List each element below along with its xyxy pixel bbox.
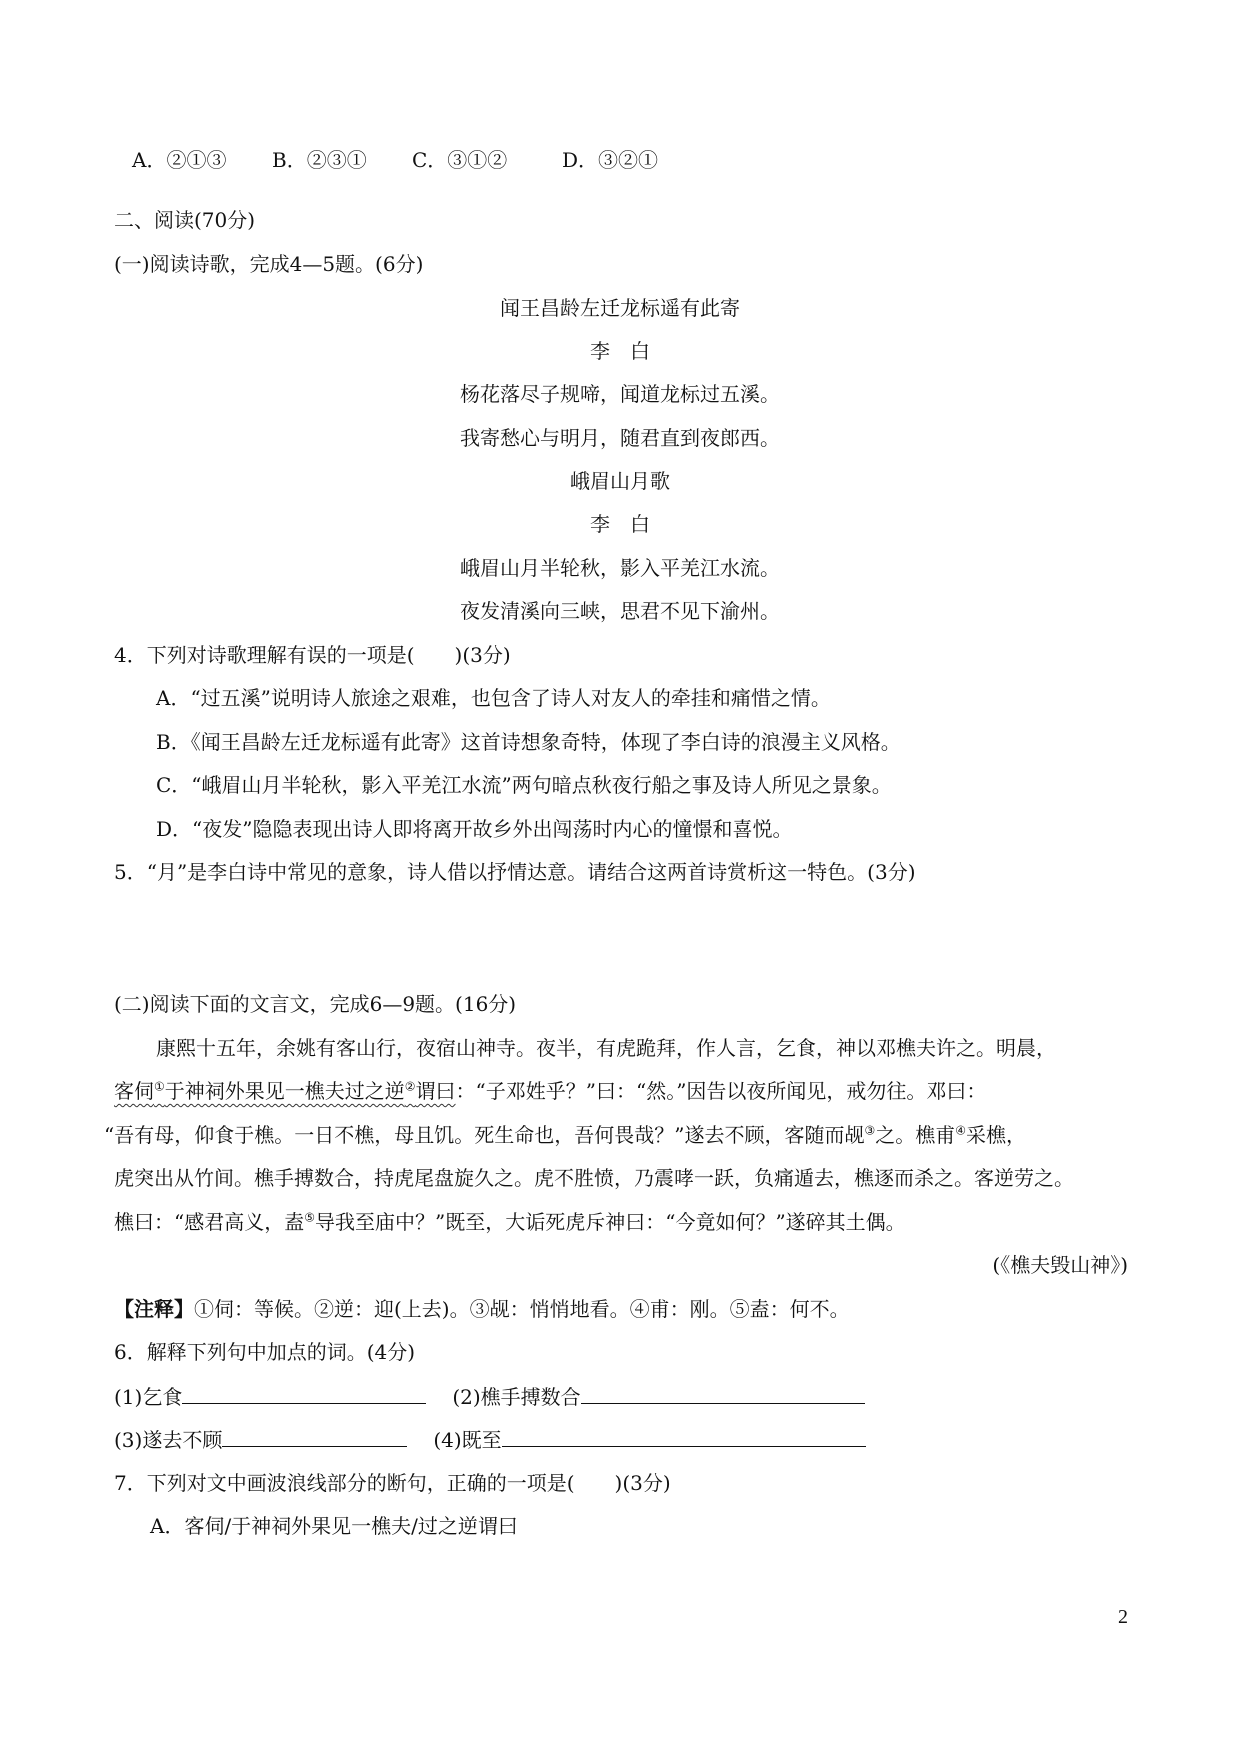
passage-line-3-b: 之。樵甫 <box>875 1123 956 1147</box>
q3-option-a: A．②①③ <box>132 148 227 172</box>
passage-line-1: 康熙十五年，余姚有客山行，夜宿山神寺。夜半，有虎跪拜，作人言，乞食，神以邓樵夫许之。明晨， <box>156 1036 1056 1060</box>
q4-option-b: B．《闻王昌龄左迁龙标遥有此寄》这首诗想象奇特，体现了李白诗的浪漫主义风格。 <box>156 730 901 754</box>
section2-heading: 二、阅读(70分) <box>114 208 256 232</box>
part1-heading: (一)阅读诗歌，完成4—5题。(6分) <box>114 252 424 276</box>
passage-line-2 <box>114 1076 986 1106</box>
q3-option-b: B．②③① <box>272 148 367 172</box>
passage-line-5 <box>114 1207 906 1237</box>
q6-row-1 <box>114 1381 865 1412</box>
q6-answer-3-blank[interactable] <box>222 1424 407 1447</box>
q6-item-4: (4)既至 <box>433 1428 502 1452</box>
notes <box>114 1294 850 1324</box>
poem2-author: 李 白 <box>590 512 650 536</box>
passage-line-3-c: 采樵， <box>965 1123 1026 1147</box>
q6-answer-4-blank[interactable] <box>502 1424 866 1447</box>
q7-option-a: A．客伺/于神祠外果见一樵夫/过之逆谓曰 <box>150 1514 518 1538</box>
q6-answer-1-blank[interactable] <box>182 1381 426 1404</box>
passage-line-5-a: 樵曰：“感君高义，盍 <box>114 1210 305 1234</box>
poem2-line2: 夜发清溪向三峡，思君不见下渝州。 <box>460 599 780 623</box>
poem2-line1: 峨眉山月半轮秋，影入平羌江水流。 <box>460 556 780 580</box>
q6-item-2: (2)樵手搏数合 <box>452 1385 581 1409</box>
notes-text: ①伺：等候。②逆：迎(上去)。③觇：悄悄地看。④甫：刚。⑤盍：何不。 <box>194 1297 850 1321</box>
poem1-title: 闻王昌龄左迁龙标遥有此寄 <box>500 296 740 320</box>
q3-options <box>132 145 658 175</box>
passage-line-4: 虎突出从竹间。樵手搏数合，持虎尾盘旋久之。虎不胜愤，乃震哮一跃，负痛遁去，樵逐而杀之。客逆劳之。 <box>114 1166 1074 1190</box>
poem1-line1: 杨花落尽子规啼，闻道龙标过五溪。 <box>460 382 780 406</box>
note-ref-4: ④ <box>955 1123 966 1138</box>
q3-option-d: D．③②① <box>562 148 659 172</box>
q6-item-3: (3)遂去不顾 <box>114 1428 223 1452</box>
wavy-segment <box>114 1079 456 1103</box>
poem1-author: 李 白 <box>590 339 650 363</box>
q4-stem: 4．下列对诗歌理解有误的一项是( )(3分) <box>114 643 511 667</box>
passage-line-3-a: “吾有母，仰食于樵。一日不樵，母且饥。死生命也，吾何畏哉？”遂去不顾，客随而觇 <box>104 1123 865 1147</box>
passage-source: (《樵夫毁山神》) <box>992 1253 1128 1277</box>
q7-stem: 7．下列对文中画波浪线部分的断句，正确的一项是( )(3分) <box>114 1471 671 1495</box>
part2-heading: (二)阅读下面的文言文，完成6—9题。(16分) <box>114 992 517 1016</box>
passage-line-2-rest: ：“子邓姓乎？”曰：“然。”因告以夜所闻见，戒勿往。邓曰： <box>455 1079 987 1103</box>
q6-item-1: (1)乞食 <box>114 1385 183 1409</box>
q4-option-d: D．“夜发”隐隐表现出诗人即将离开故乡外出闯荡时内心的憧憬和喜悦。 <box>156 817 793 841</box>
wavy-text-c: 谓曰 <box>415 1079 456 1103</box>
wavy-text-a: 客伺 <box>114 1079 154 1103</box>
note-ref-2: ② <box>404 1079 416 1094</box>
poem1-line2: 我寄愁心与明月，随君直到夜郎西。 <box>460 426 780 450</box>
notes-label: 【注释】 <box>114 1297 194 1321</box>
note-ref-5: ⑤ <box>304 1210 315 1225</box>
q3-option-c: C．③①② <box>412 148 508 172</box>
q5-stem: 5．“月”是李白诗中常见的意象，诗人借以抒情达意。请结合这两首诗赏析这一特色。(3分) <box>114 860 916 884</box>
wavy-text-b: 于神祠外果见一樵夫过之逆 <box>164 1079 405 1103</box>
q6-stem: 6．解释下列句中加点的词。(4分) <box>114 1340 416 1364</box>
q4-option-c: C．“峨眉山月半轮秋，影入平羌江水流”两句暗点秋夜行船之事及诗人所见之景象。 <box>156 773 892 797</box>
q6-row-2 <box>114 1424 866 1455</box>
q4-option-a: A．“过五溪”说明诗人旅途之艰难，也包含了诗人对友人的牵挂和痛惜之情。 <box>156 686 831 710</box>
passage-line-3 <box>104 1120 1026 1150</box>
page-number: 2 <box>1118 1606 1128 1628</box>
note-ref-1: ① <box>154 1079 165 1094</box>
poem2-title: 峨眉山月歌 <box>570 469 670 493</box>
note-ref-3: ③ <box>864 1123 876 1138</box>
q6-answer-2-blank[interactable] <box>581 1381 865 1404</box>
passage-line-5-b: 导我至庙中？”既至，大诟死虎斥神曰：“今竟如何？”遂碎其土偶。 <box>315 1210 906 1234</box>
